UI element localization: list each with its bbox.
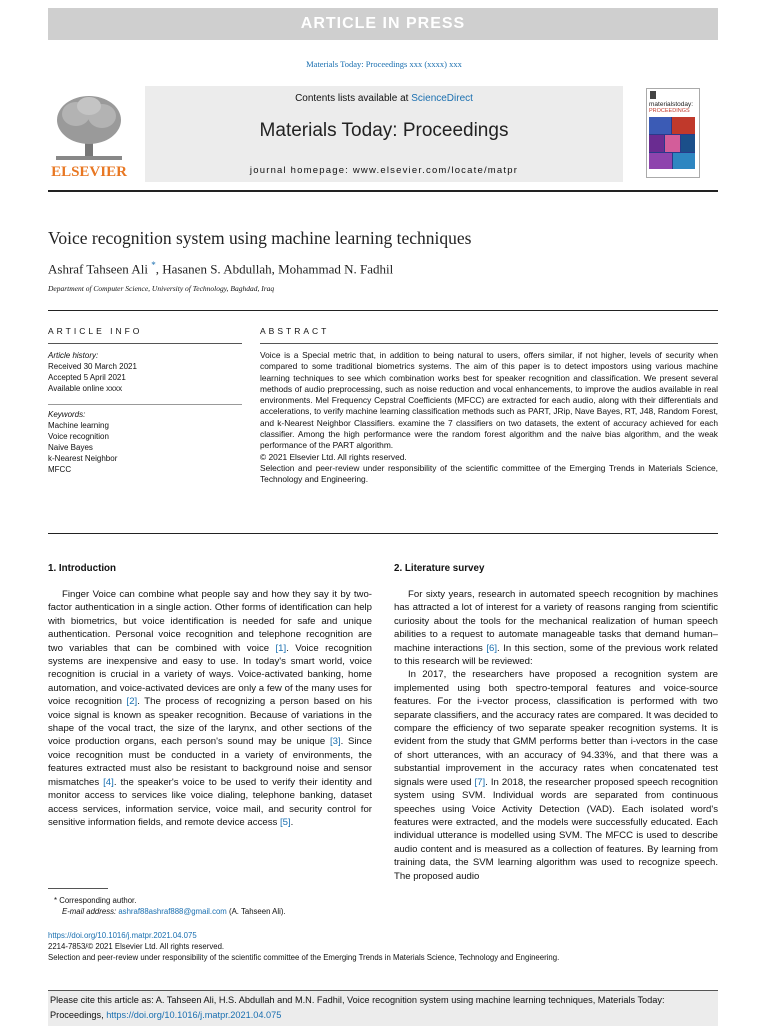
article-in-press-banner: ARTICLE IN PRESS — [48, 8, 718, 40]
abstract-copyright: © 2021 Elsevier Ltd. All rights reserved. — [260, 451, 407, 462]
cover-logo-icon — [650, 91, 656, 99]
keywords-rule — [48, 404, 242, 405]
section-heading-literature-survey: 2. Literature survey — [394, 563, 485, 574]
footnote-rule — [48, 888, 108, 889]
corresponding-author-mark[interactable]: * — [151, 260, 156, 270]
journal-title: Materials Today: Proceedings — [259, 120, 509, 141]
journal-cover-image — [646, 88, 700, 178]
history-accepted: Accepted 5 April 2021 — [48, 373, 126, 382]
abstract-rule — [260, 343, 718, 344]
ref-7-link[interactable]: [7] — [474, 776, 486, 788]
author-list — [48, 260, 393, 277]
keyword: Voice recognition — [48, 432, 109, 441]
ref-1-link[interactable]: [1] — [275, 642, 287, 654]
issn-line: 2214-7853/© 2021 Elsevier Ltd. All rights reserved. — [48, 942, 225, 951]
cover-graphic — [649, 117, 695, 169]
keywords — [48, 409, 238, 475]
article-info-heading: ARTICLE INFO — [48, 326, 143, 336]
ref-4-link[interactable]: [4] — [103, 776, 114, 788]
footnote-mark: * — [54, 896, 58, 905]
literature-body — [394, 588, 718, 883]
doi-link[interactable]: https://doi.org/10.1016/j.matpr.2021.04.075 — [48, 931, 197, 940]
cover-title: materialstoday: — [649, 101, 694, 108]
footer-peer-review: Selection and peer-review under responsibility of the scientific committee of the Emerging Trends in Materials Science, Technology and Engineering. — [48, 953, 560, 962]
keyword: MFCC — [48, 465, 72, 474]
abstract-heading: ABSTRACT — [260, 326, 330, 336]
journal-homepage[interactable]: journal homepage: www.elsevier.com/locate/matpr — [249, 165, 519, 176]
introduction-body — [48, 588, 372, 829]
article-info-rule — [48, 343, 242, 344]
header-divider — [48, 190, 718, 192]
contents-line — [145, 93, 623, 104]
ref-2-link[interactable]: [2] — [126, 696, 138, 708]
cover-subtitle: PROCEEDINGS — [649, 108, 690, 114]
citation-doi-link[interactable]: https://doi.org/10.1016/j.matpr.2021.04.075 — [106, 1010, 282, 1020]
abstract-peer-review: Selection and peer-review under responsibility of the scientific committee of the Emerging Trends in Materials Science, Technology and Engineering. — [260, 462, 718, 485]
abstract-text — [260, 350, 718, 486]
keyword: Naive Bayes — [48, 443, 93, 452]
history-received: Received 30 March 2021 — [48, 362, 137, 371]
keyword: k-Nearest Neighbor — [48, 454, 118, 463]
section-heading-introduction: 1. Introduction — [48, 563, 117, 574]
sciencedirect-link[interactable]: ScienceDirect — [411, 93, 473, 104]
article-title: Voice recognition system using machine learning techniques — [48, 228, 472, 248]
corresponding-footnote — [54, 895, 374, 917]
footnote-corresponding: Corresponding author. — [57, 896, 137, 905]
ref-6-link[interactable]: [6] — [486, 642, 498, 654]
affiliation: Department of Computer Science, University of Technology, Baghdad, Iraq — [48, 284, 275, 293]
literature-paragraph: For sixty years, research in automated speech recognition by machines has attracted a lot of interest for a variety of reasons ranging from scientific curiosity about the tools for the mechanical realization of human speech abilities to a request to automate manageable tasks that demand human–machine interactions [6]. In this section, some of the previous work related to this research will be reviewed: — [394, 589, 718, 668]
keyword: Machine learning — [48, 421, 109, 430]
page-footer — [48, 930, 718, 963]
ref-5-link[interactable]: [5] — [279, 816, 291, 828]
citation-box — [48, 990, 718, 1026]
first-author: Ashraf Tahseen Ali — [48, 261, 152, 277]
contents-prefix: Contents lists available at — [295, 93, 412, 104]
keywords-label: Keywords: — [48, 410, 86, 419]
abstract-body: Voice is a Special metric that, in addition to being natural to users, offers similar, if not higher, levels of security when compared to some traditional biometrics systems. The aim of this paper is to detect impostors using various machine learning techniques to see which combination works best for speaker recognition and classification. We present several methods of audio preprocessing, such as noise reduction and vocal enhancements, to improve the audios available in real environments. Mel Frequency Cepstral Coefficients (MFCC) are extracted for each audio, along with their differentials and accelerations, to verify machine learning classification methods such as PART, JRip, Nave Bayes, RT, J48, Random Forest, and k-Nearest Neighbor Classifiers. examine the 7 classifiers on two datasets, the extent of accuracy achieved for each classifier. Among the high performance were the random forest algorithm and the naive bias algorithm, and the weak performance of the PART algorithm. — [260, 350, 718, 451]
article-history — [48, 350, 238, 394]
author-email-link[interactable]: ashraf88ashraf888@gmail.com — [118, 907, 227, 916]
abstract-divider — [48, 533, 718, 534]
title-divider — [48, 310, 718, 311]
email-label: E-mail address: — [62, 907, 119, 916]
history-online: Available online xxxx — [48, 384, 123, 393]
publisher-name: ELSEVIER — [51, 164, 127, 180]
journal-reference[interactable]: Materials Today: Proceedings xxx (xxxx) xxx — [306, 59, 462, 69]
co-authors: , Hasanen S. Abdullah, Mohammad N. Fadhil — [155, 261, 394, 277]
introduction-paragraph: Finger Voice can combine what people say and how they say it by two-factor authentication in a single action. Other forms of identification can help with biometrics, but voice identification is needed for safe and unique authentication. Personal voice recognition and telephone recognition are two variables that can be combined with voice [1]. Voice recognition systems are inexpensive and easy to use. In today's smart world, voice recognition is crucial in a variety of ways. Voice-activated banking, home automation, and voice-activated devices are only a few of the many uses for voice recognition [2]. The process of recognizing a person based on his voice signal is known as speaker recognition. Because of variations in the shape of the vocal tract, the size of the larynx, and other sections of the voice production organs, each person's sound may be unique [3]. Since voice recognition must be conducted in a variety of environments, the features extracted must also be resistant to background noise and sensor mismatches [4]. the speaker's voice to be used to verify their identity and monitor access to services like voice dialing, telephone banking, dataset access services, information service, voice mail, and security control for sensitive information fields, and remote device access [5]. — [48, 589, 373, 828]
article-history-label: Article history: — [48, 351, 99, 360]
ref-3-link[interactable]: [3] — [329, 736, 341, 748]
literature-paragraph: In 2017, the researchers have proposed a recognition system are implemented using both spectro-temporal features and voice-source features. For the i-vector process, classification is performed with two separate classifiers, and the accuracy rates are compared. It was decided to compare the efficiency of two separate speaker recognition systems. It is evident from the study that GMM performs better than i-vectors in the case of short utterances, with an accuracy of 94.33%, and that there was a substantial improvement in the accuracy rates when concatenated test signals were used [7]. In 2018, the researcher proposed speech recognition system using SVM. Individual words are separated from continuous speeches using Voice Activity Detection (VAD). Each isolated word's features were extracted, and the models were successfully educated. Each individual utterance is modelled using SVM. The MFCC is used to describe audio content and is measured as a collection of features. By learning from training data, the SVM learning algorithm was used to recognize speech. The proposed audio — [394, 669, 718, 882]
citation-text: Please cite this article as: A. Tahseen Ali, H.S. Abdullah and M.N. Fadhil, Voice recognition system using machine learning techniques, Materials Today: Proceedings, — [50, 995, 665, 1020]
email-suffix: (A. Tahseen Ali). — [226, 907, 286, 916]
